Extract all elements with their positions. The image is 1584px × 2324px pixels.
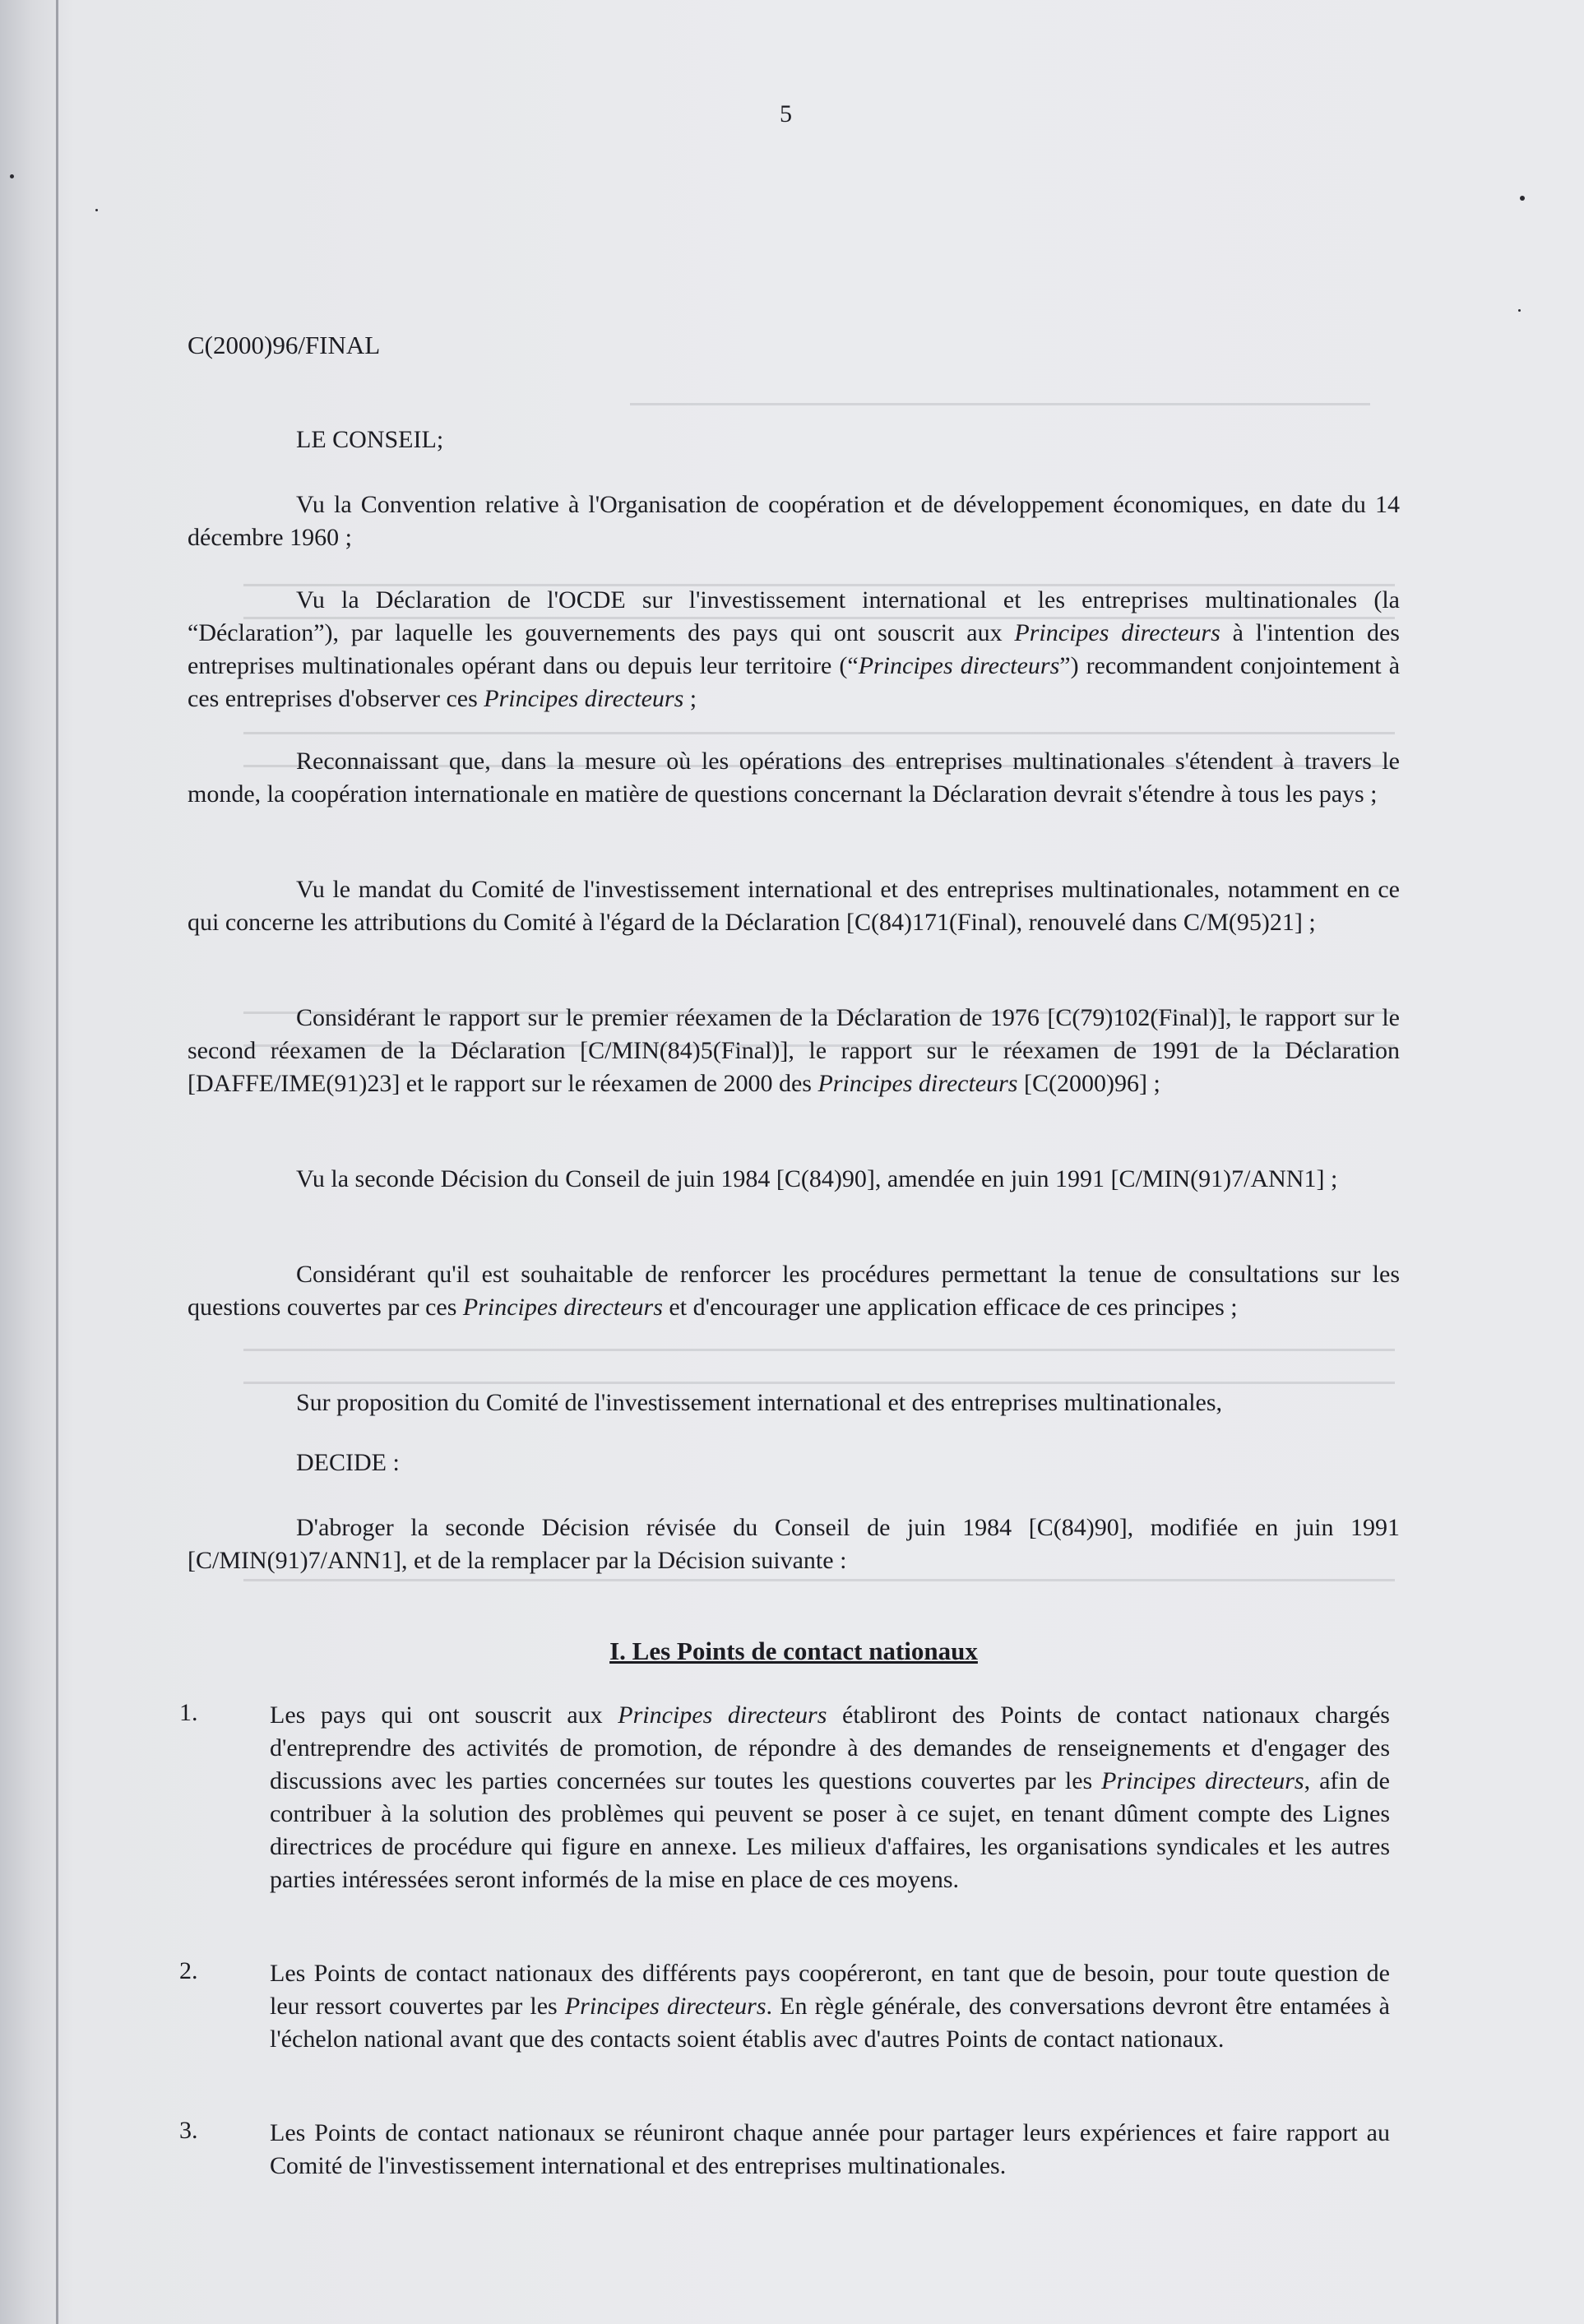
paragraph: Vu la Convention relative à l'Organisation de coopération et de développement économiques, en date du 14 décembre 1960 ;	[188, 491, 1400, 551]
document-reference: C(2000)96/FINAL	[188, 331, 381, 359]
paragraph: Vu la seconde Décision du Conseil de juin 1984 [C(84)90], amendée en juin 1991 [C/MIN(91)7/ANN1] ;	[296, 1165, 1338, 1192]
paragraph: Considérant le rapport sur le premier réexamen de la Déclaration de 1976 [C(79)102(Final)], le rapport sur le second réexamen de la Déclaration [C/MIN(84)5(Final)], le rapport sur le réexamen de 1991 de la Déclaration [DAFFE/IME(91)23] et le rapport sur le réexamen de 2000 des Principes directeurs [C(2000)96] ;	[188, 1004, 1400, 1097]
page-number: 5	[780, 100, 792, 127]
section-heading: I. Les Points de contact nationaux	[609, 1637, 978, 1665]
scan-speck	[1518, 309, 1521, 312]
paragraph: Vu la Déclaration de l'OCDE sur l'investissement international et les entreprises multinationales (la “Déclaration”), par laquelle les gouvernements des pays qui ont souscrit aux Principes directeurs à l'intention des entreprises multinationales opérant dans ou depuis leur territoire (“Principes directeurs”) recommandent conjointement à ces entreprises d'observer ces Principes directeurs ;	[188, 586, 1401, 712]
paragraph: Reconnaissant que, dans la mesure où les opérations des entreprises multinationales s'étendent à travers le monde, la coopération internationale en matière de questions concernant la Déclaration devrait s'étendre à tous les pays ;	[188, 748, 1400, 808]
paragraph: Vu le mandat du Comité de l'investissement international et des entreprises multinationales, notamment en ce qui concerne les attributions du Comité à l'égard de la Déclaration [C(84)171(Final), renouvelé dans C/M(95)21] ;	[188, 876, 1400, 936]
scan-speck	[95, 209, 98, 211]
list-item: Les Points de contact nationaux des différents pays coopéreront, en tant que de besoin, pour toute question de leur ressort couvertes par les Principes directeurs. En règle générale, des conversations devront être entamées à l'échelon national avant que des contacts soient établis avec d'autres Points de contact nationaux.	[270, 1960, 1390, 2053]
council-heading: LE CONSEIL;	[296, 426, 444, 453]
decide-label: DECIDE :	[296, 1449, 400, 1476]
decision-paragraph: D'abroger la seconde Décision révisée du Conseil de juin 1984 [C(84)90], modifiée en juin 1991 [C/MIN(91)7/ANN1], et de la remplacer par la Décision suivante :	[188, 1514, 1400, 1574]
item-number: 2.	[179, 1957, 198, 1984]
paragraph: Considérant qu'il est souhaitable de renforcer les procédures permettant la tenue de consultations sur les questions couvertes par ces Principes directeurs et d'encourager une application efficace de ces principes ;	[188, 1261, 1400, 1321]
scan-speck	[10, 174, 14, 178]
paragraph: Sur proposition du Comité de l'investissement international et des entreprises multinationales,	[296, 1389, 1223, 1416]
list-item: Les pays qui ont souscrit aux Principes directeurs établiront des Points de contact nationaux chargés d'entreprendre des activités de promotion, de répondre à des demandes de renseignements et d'engager des discussions avec les parties concernées sur toutes les questions couvertes par les Principes directeurs, afin de contribuer à la solution des problèmes qui peuvent se poser à ce sujet, en tenant dûment compte des Lignes directrices de procédure qui figure en annexe. Les milieux d'affaires, les organisations syndicales et les autres parties intéressées seront informés de la mise en place de ces moyens.	[270, 1701, 1390, 1893]
item-number: 1.	[179, 1699, 198, 1726]
item-number: 3.	[179, 2117, 198, 2144]
list-item: Les Points de contact nationaux se réuniront chaque année pour partager leurs expériences et faire rapport au Comité de l'investissement international et des entreprises multinationales.	[270, 2119, 1390, 2179]
scan-speck	[1520, 196, 1525, 201]
